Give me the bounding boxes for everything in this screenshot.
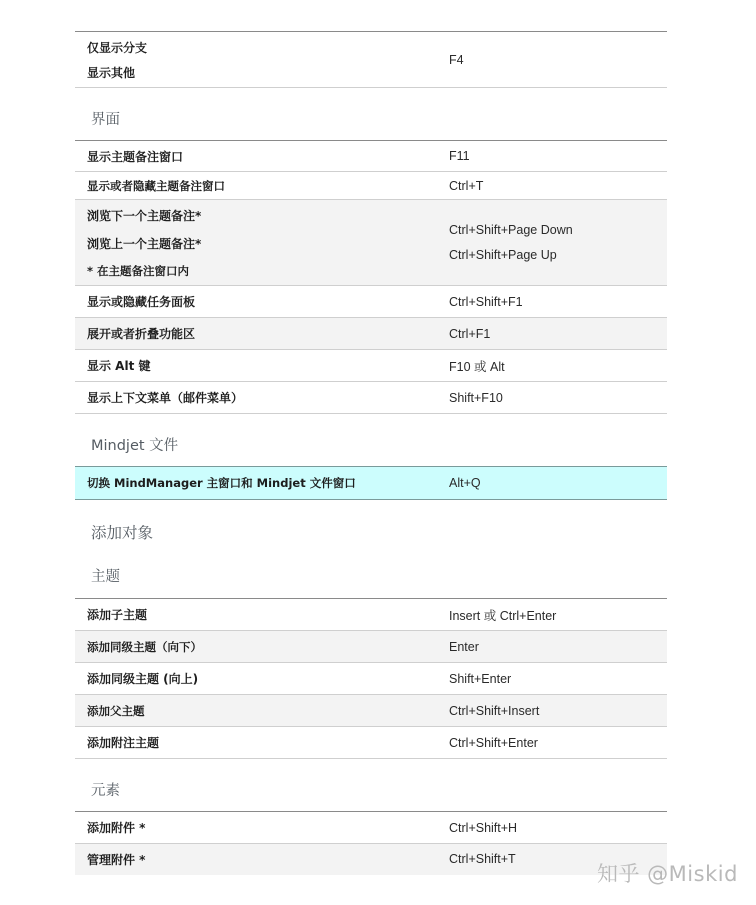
table-row xyxy=(75,727,667,759)
shortcut-cell: Shift+F10 xyxy=(437,382,667,414)
shortcut-cell: F4 xyxy=(437,32,667,88)
shortcut-cell: F11 xyxy=(437,141,667,172)
shortcut-cell: Insert 或 Ctrl+Enter xyxy=(437,599,667,631)
table-row xyxy=(75,382,667,414)
table-row xyxy=(75,844,667,875)
shortcut-table-top xyxy=(75,31,667,88)
shortcut-table-topic xyxy=(75,598,667,759)
section-heading-topic: 主题 xyxy=(91,569,120,585)
command-cell: 添加附件 * xyxy=(75,812,437,844)
table-row xyxy=(75,350,667,382)
table-row xyxy=(75,812,667,844)
table-row xyxy=(75,141,667,172)
shortcut-text: Ctrl+Shift+Page Up xyxy=(449,248,557,262)
command-cell: 添加附注主题 xyxy=(75,727,437,759)
section-heading-mindjet: Mindjet 文件 xyxy=(91,438,179,454)
command-text: 浏览上一个主题备注* xyxy=(87,236,202,251)
section-heading-add: 添加对象 xyxy=(91,524,154,542)
shortcut-table-element xyxy=(75,811,667,875)
table-row xyxy=(75,200,667,286)
shortcut-table-mindjet xyxy=(75,466,667,500)
command-cell xyxy=(75,32,437,88)
command-cell: 添加父主题 xyxy=(75,695,437,727)
shortcut-cell: Ctrl+Shift+T xyxy=(437,844,667,875)
table-row xyxy=(75,286,667,318)
shortcut-cell: Shift+Enter xyxy=(437,663,667,695)
command-cell: 展开或者折叠功能区 xyxy=(75,318,437,350)
shortcut-cell: Ctrl+Shift+Enter xyxy=(437,727,667,759)
shortcut-cell: Ctrl+Shift+Insert xyxy=(437,695,667,727)
command-cell: 显示上下文菜单（邮件菜单） xyxy=(75,382,437,414)
shortcut-cell: Ctrl+Shift+F1 xyxy=(437,286,667,318)
command-cell: 添加子主题 xyxy=(75,599,437,631)
command-cell xyxy=(75,200,437,286)
shortcut-cell: Enter xyxy=(437,631,667,663)
table-row xyxy=(75,172,667,200)
footnote-text: * 在主题备注窗口内 xyxy=(87,263,190,278)
command-cell: 显示主题备注窗口 xyxy=(75,141,437,172)
command-cell: 添加同级主题（向下） xyxy=(75,631,437,663)
table-row xyxy=(75,631,667,663)
command-cell: 显示 Alt 键 xyxy=(75,350,437,382)
section-heading-ui: 界面 xyxy=(91,112,120,128)
watermark: 知乎 @Miskid xyxy=(597,862,738,886)
command-cell: 显示或者隐藏主题备注窗口 xyxy=(75,172,437,200)
shortcut-cell: Ctrl+F1 xyxy=(437,318,667,350)
command-cell: 添加同级主题 (向上) xyxy=(75,663,437,695)
table-row xyxy=(75,695,667,727)
command-text: 浏览下一个主题备注* xyxy=(87,208,202,223)
table-row xyxy=(75,467,667,500)
table-row xyxy=(75,318,667,350)
table-row xyxy=(75,599,667,631)
command-text: 仅显示分支 xyxy=(87,40,148,55)
command-cell: 显示或隐藏任务面板 xyxy=(75,286,437,318)
shortcut-cell: Alt+Q xyxy=(437,467,667,500)
shortcut-table-ui xyxy=(75,140,667,414)
section-heading-element: 元素 xyxy=(91,783,120,799)
table-row xyxy=(75,32,667,88)
command-cell: 管理附件 * xyxy=(75,844,437,875)
shortcut-text: Ctrl+Shift+Page Down xyxy=(449,223,573,237)
shortcut-reference xyxy=(75,31,667,875)
command-text: 显示其他 xyxy=(87,65,136,80)
command-cell: 切换 MindManager 主窗口和 Mindjet 文件窗口 xyxy=(75,467,437,500)
shortcut-cell: F10 或 Alt xyxy=(437,350,667,382)
shortcut-cell: Ctrl+T xyxy=(437,172,667,200)
shortcut-cell xyxy=(437,200,667,286)
table-row xyxy=(75,663,667,695)
shortcut-cell: Ctrl+Shift+H xyxy=(437,812,667,844)
